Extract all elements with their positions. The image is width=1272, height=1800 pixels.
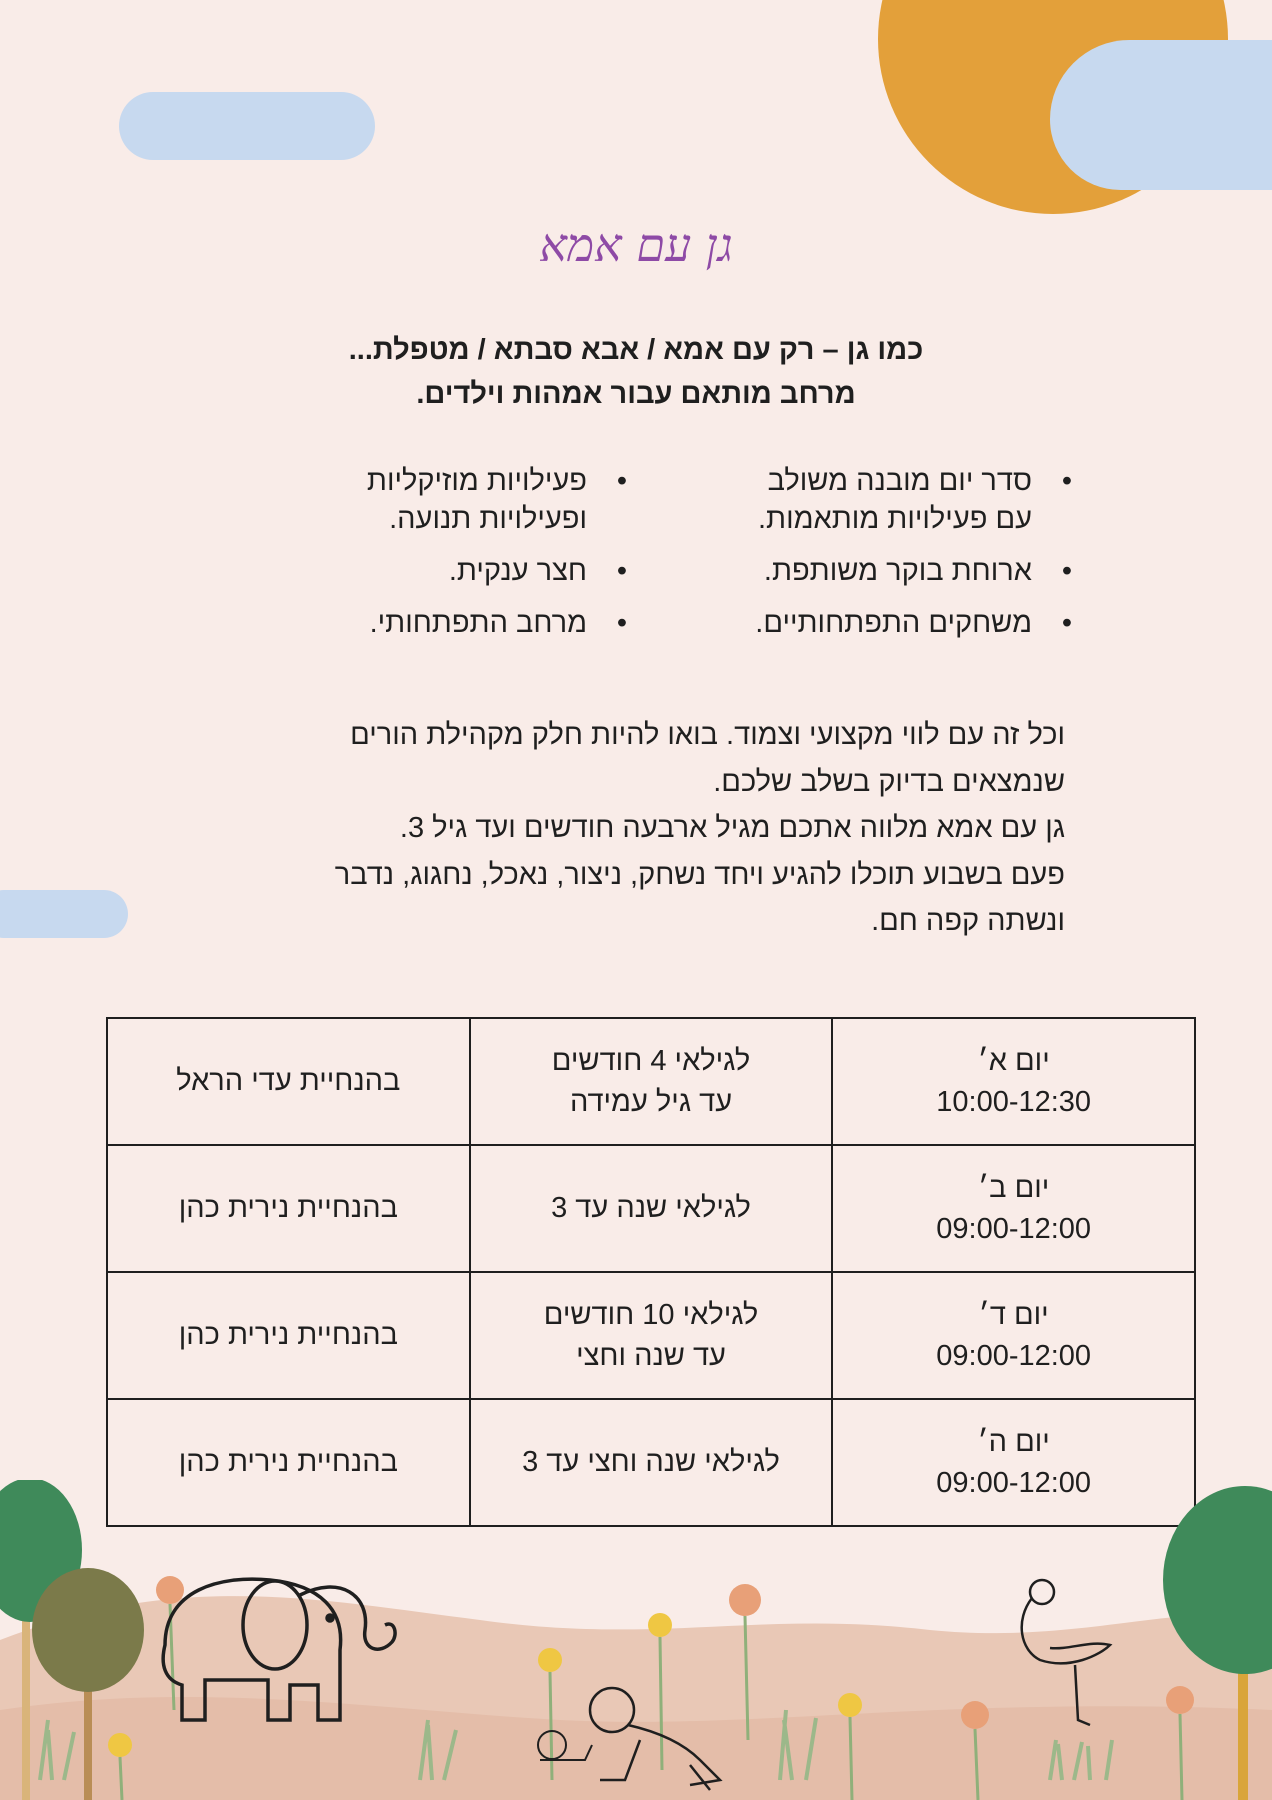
day-time-cell: יום ד׳ 09:00-12:00	[832, 1272, 1195, 1399]
feature-item-1: • סדר יום מובנה משולב עם פעילויות מותאמות.	[675, 462, 1080, 538]
feature-item-3: • ארוחת בוקר משותפת.	[675, 552, 1080, 590]
ages-cell: לגילאי 4 חודשים עד גיל עמידה	[470, 1018, 833, 1145]
intro-line-2: מרחב מותאם עבור אמהות וילדים.	[416, 378, 856, 410]
guide-cell: בהנחיית נירית כהן	[107, 1272, 470, 1399]
feature-item-5: • משחקים התפתחותיים.	[675, 604, 1080, 642]
table-row	[107, 1272, 1195, 1399]
bottom-scenery-illustration	[0, 1480, 1272, 1800]
guide-cell: בהנחיית נירית כהן	[107, 1145, 470, 1272]
cloud-left-illustration	[119, 92, 375, 160]
schedule-table	[106, 1017, 1196, 1527]
description-paragraph	[225, 712, 1065, 945]
paragraph-line-5: ונשתה קפה חם.	[871, 905, 1065, 937]
cloud-left-small-illustration	[0, 890, 128, 938]
ages-cell: לגילאי 10 חודשים עד שנה וחצי	[470, 1272, 833, 1399]
feature-item-2: • פעילויות מוזיקליות ופעילויות תנועה.	[230, 462, 635, 538]
day-time-cell: יום ב׳ 09:00-12:00	[832, 1145, 1195, 1272]
paragraph-line-4: פעם בשבוע תוכלו להגיע ויחד נשחק, ניצור, נאכל, נחגוג, נדבר	[334, 858, 1065, 891]
table-row	[107, 1018, 1195, 1145]
page-title: גן עם אמא	[539, 218, 733, 272]
paragraph-line-3: גן עם אמא מלווה אתכם מגיל ארבעה חודשים ועד גיל 3.	[399, 812, 1065, 844]
table-row	[107, 1145, 1195, 1272]
paragraph-line-1: וכל זה עם לווי מקצועי וצמוד. בואו להיות חלק מקהילת הורים	[350, 719, 1065, 751]
feature-item-4: • חצר ענקית.	[230, 552, 635, 590]
cloud-right-illustration	[1050, 40, 1272, 190]
intro-line-1: כמו גן – רק עם אמא / אבא סבתא / מטפלת...	[348, 334, 924, 366]
feature-item-6: • מרחב התפתחותי.	[230, 604, 635, 642]
guide-cell: בהנחיית עדי הראל	[107, 1018, 470, 1145]
features-list	[230, 462, 1080, 642]
day-time-cell: יום א׳ 10:00-12:30	[832, 1018, 1195, 1145]
guide-cell: בהנחיית נירית כהן	[107, 1399, 470, 1526]
paragraph-line-2: שנמצאים בדיוק בשלב שלכם.	[713, 765, 1065, 798]
tree-brown-icon	[32, 1568, 144, 1692]
intro-text	[0, 328, 1272, 416]
ages-cell: לגילאי שנה וחצי עד 3	[470, 1399, 833, 1526]
day-time-cell: יום ה׳ 09:00-12:00	[832, 1399, 1195, 1526]
ages-cell: לגילאי שנה עד 3	[470, 1145, 833, 1272]
